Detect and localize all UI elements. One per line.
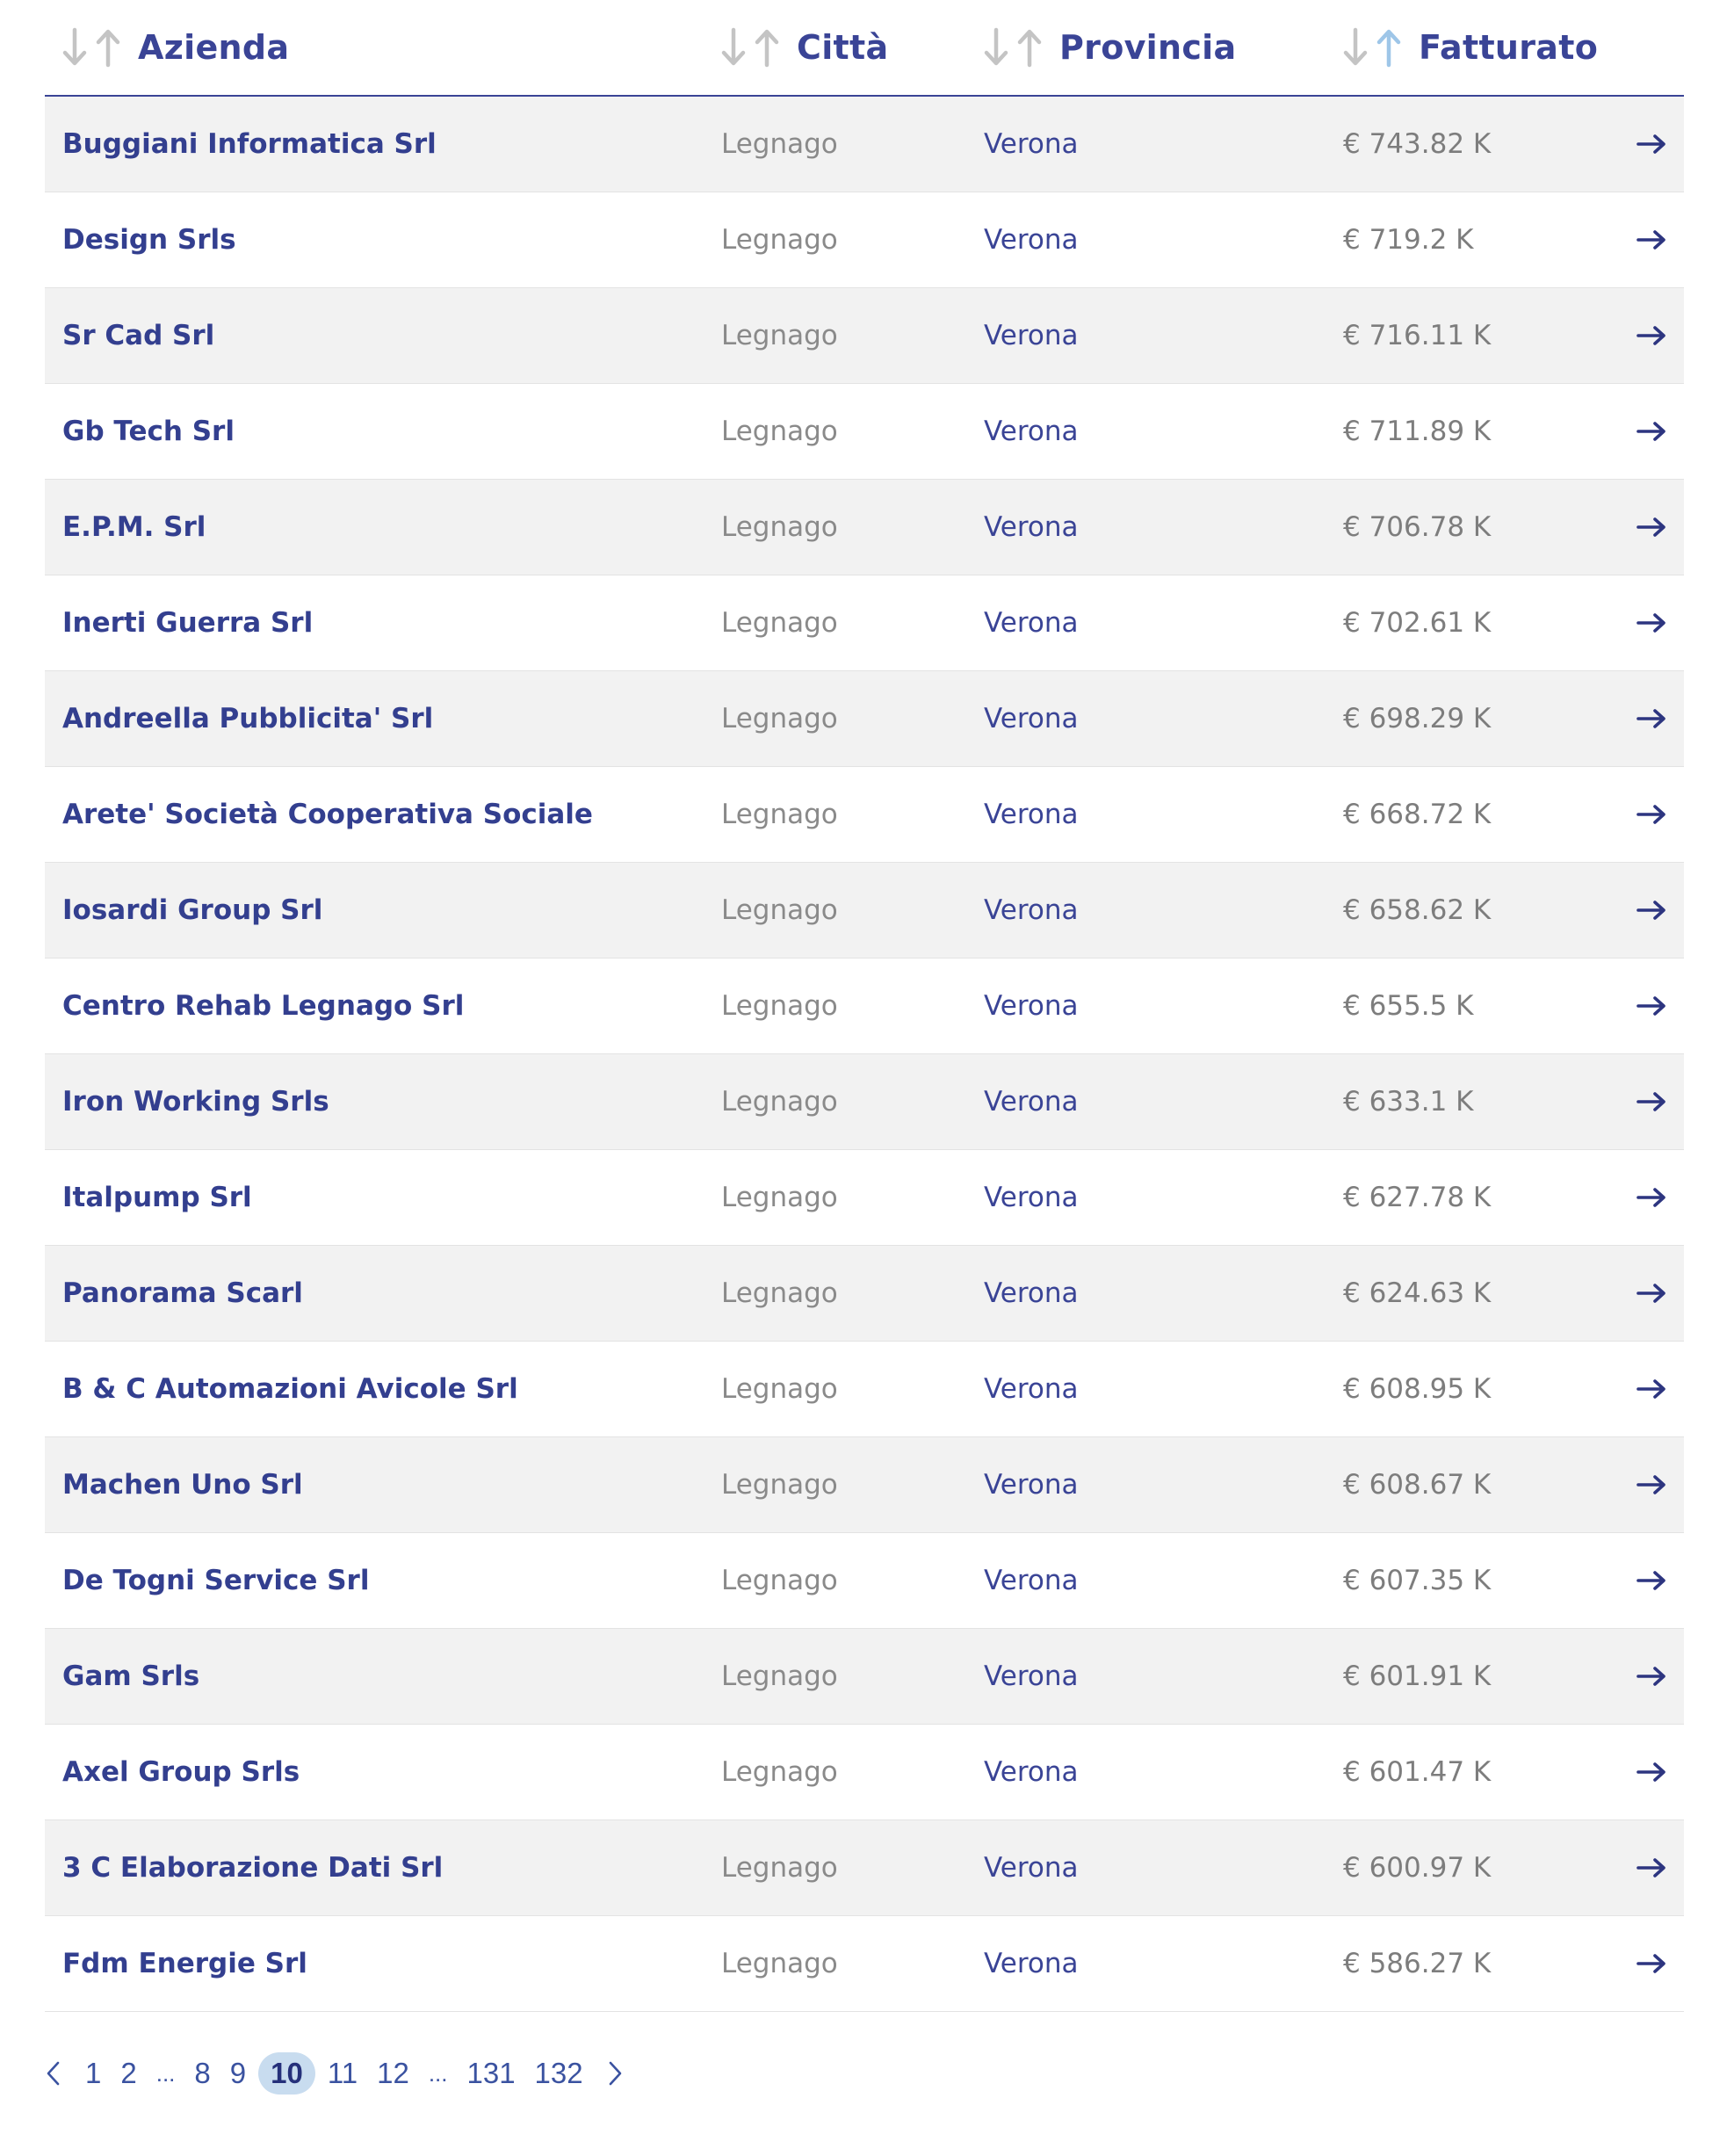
revenue-cell: € 608.95 K: [1343, 1373, 1492, 1405]
province-cell: Verona: [984, 416, 1079, 447]
sort-ascending-icon-active[interactable]: [1376, 27, 1401, 68]
table-row[interactable]: [45, 767, 1684, 863]
arrow-right-icon[interactable]: [1636, 1725, 1666, 1820]
city-cell: Legnago: [721, 1660, 838, 1692]
city-cell: Legnago: [721, 1469, 838, 1501]
table-row[interactable]: [45, 1246, 1684, 1342]
city-cell: Legnago: [721, 320, 838, 351]
company-name-link[interactable]: Buggiani Informatica Srl: [62, 128, 437, 160]
table-header: [45, 0, 1684, 97]
table-row[interactable]: [45, 1725, 1684, 1820]
arrow-right-icon[interactable]: [1636, 1629, 1666, 1724]
arrow-right-icon[interactable]: [1636, 575, 1666, 670]
table-row[interactable]: [45, 480, 1684, 575]
revenue-cell: € 711.89 K: [1343, 416, 1492, 447]
revenue-cell: € 624.63 K: [1343, 1277, 1492, 1309]
province-cell: Verona: [984, 1948, 1079, 1979]
page-ellipsis: ...: [428, 2059, 448, 2087]
revenue-cell: € 633.1 K: [1343, 1086, 1474, 1118]
sort-controls: [1343, 27, 1401, 68]
column-header-azienda: [62, 0, 289, 95]
province-cell: Verona: [984, 1373, 1079, 1405]
revenue-cell: € 698.29 K: [1343, 703, 1492, 734]
page-link[interactable]: 9: [229, 2057, 247, 2089]
city-cell: Legnago: [721, 1373, 838, 1405]
province-cell: Verona: [984, 1469, 1079, 1501]
page-link[interactable]: 12: [377, 2057, 409, 2089]
sort-controls: [721, 27, 779, 68]
arrow-right-icon[interactable]: [1636, 1916, 1666, 2011]
company-name-link[interactable]: Arete' Società Cooperativa Sociale: [62, 799, 593, 830]
sort-descending-icon[interactable]: [62, 27, 87, 68]
table-row[interactable]: [45, 192, 1684, 288]
province-cell: Verona: [984, 990, 1079, 1022]
table-row[interactable]: [45, 671, 1684, 767]
city-cell: Legnago: [721, 607, 838, 639]
table-row[interactable]: [45, 384, 1684, 480]
revenue-cell: € 658.62 K: [1343, 894, 1492, 926]
column-label[interactable]: Fatturato: [1419, 28, 1599, 67]
page-ellipsis: ...: [155, 2059, 176, 2087]
revenue-cell: € 600.97 K: [1343, 1852, 1492, 1884]
arrow-right-icon[interactable]: [1636, 1533, 1666, 1628]
arrow-right-icon[interactable]: [1636, 192, 1666, 287]
arrow-right-icon[interactable]: [1636, 959, 1666, 1053]
column-label[interactable]: Città: [797, 28, 889, 67]
arrow-right-icon[interactable]: [1636, 1820, 1666, 1915]
table-row[interactable]: [45, 1820, 1684, 1916]
arrow-right-icon[interactable]: [1636, 384, 1666, 479]
arrow-right-icon[interactable]: [1636, 97, 1666, 192]
company-name-link[interactable]: Machen Uno Srl: [62, 1469, 303, 1501]
page-link[interactable]: 132: [534, 2057, 583, 2089]
table-row[interactable]: [45, 1342, 1684, 1437]
city-cell: Legnago: [721, 894, 838, 926]
column-header-fatturato: [1343, 0, 1598, 95]
province-cell: Verona: [984, 128, 1079, 160]
company-name-link[interactable]: Panorama Scarl: [62, 1277, 303, 1309]
company-name-link[interactable]: Centro Rehab Legnago Srl: [62, 990, 465, 1022]
province-cell: Verona: [984, 1756, 1079, 1788]
city-cell: Legnago: [721, 799, 838, 830]
province-cell: Verona: [984, 224, 1079, 256]
company-name-link[interactable]: B & C Automazioni Avicole Srl: [62, 1373, 518, 1405]
sort-descending-icon[interactable]: [721, 27, 746, 68]
table-row[interactable]: [45, 1054, 1684, 1150]
revenue-cell: € 627.78 K: [1343, 1182, 1492, 1213]
table-row[interactable]: [45, 1629, 1684, 1725]
company-name-link[interactable]: E.P.M. Srl: [62, 511, 206, 543]
column-label[interactable]: Provincia: [1059, 28, 1237, 67]
city-cell: Legnago: [721, 511, 838, 543]
page-current[interactable]: 10: [258, 2052, 315, 2095]
arrow-right-icon[interactable]: [1636, 863, 1666, 958]
sort-ascending-icon[interactable]: [755, 27, 779, 68]
revenue-cell: € 608.67 K: [1343, 1469, 1492, 1501]
province-cell: Verona: [984, 1565, 1079, 1596]
table-row[interactable]: [45, 1437, 1684, 1533]
table-body: [45, 97, 1684, 2012]
province-cell: Verona: [984, 1852, 1079, 1884]
page-list: [85, 2052, 603, 2095]
city-cell: Legnago: [721, 416, 838, 447]
city-cell: Legnago: [721, 1756, 838, 1788]
company-name-link[interactable]: Italpump Srl: [62, 1182, 252, 1213]
arrow-right-icon[interactable]: [1636, 480, 1666, 575]
table-row[interactable]: [45, 959, 1684, 1054]
revenue-cell: € 706.78 K: [1343, 511, 1492, 543]
province-cell: Verona: [984, 320, 1079, 351]
sort-ascending-icon[interactable]: [1017, 27, 1042, 68]
chevron-right-icon[interactable]: [608, 2052, 624, 2095]
company-name-link[interactable]: Inerti Guerra Srl: [62, 607, 314, 639]
city-cell: Legnago: [721, 1086, 838, 1118]
city-cell: Legnago: [721, 1182, 838, 1213]
company-name-link[interactable]: De Togni Service Srl: [62, 1565, 370, 1596]
table-row[interactable]: [45, 1533, 1684, 1629]
revenue-cell: € 719.2 K: [1343, 224, 1474, 256]
page-link[interactable]: 8: [194, 2057, 211, 2089]
table-row[interactable]: [45, 1916, 1684, 2012]
pagination: [45, 2052, 648, 2095]
sort-descending-icon[interactable]: [1343, 27, 1368, 68]
table-row[interactable]: [45, 575, 1684, 671]
city-cell: Legnago: [721, 1852, 838, 1884]
company-name-link[interactable]: Sr Cad Srl: [62, 320, 215, 351]
column-header-citta: [721, 0, 888, 95]
province-cell: Verona: [984, 799, 1079, 830]
city-cell: Legnago: [721, 1565, 838, 1596]
city-cell: Legnago: [721, 1948, 838, 1979]
province-cell: Verona: [984, 511, 1079, 543]
sort-ascending-icon[interactable]: [96, 27, 120, 68]
company-name-link[interactable]: Axel Group Srls: [62, 1756, 300, 1788]
arrow-right-icon[interactable]: [1636, 1150, 1666, 1245]
arrow-right-icon[interactable]: [1636, 671, 1666, 766]
province-cell: Verona: [984, 1277, 1079, 1309]
city-cell: Legnago: [721, 224, 838, 256]
revenue-cell: € 743.82 K: [1343, 128, 1492, 160]
company-name-link[interactable]: Iron Working Srls: [62, 1086, 329, 1118]
company-name-link[interactable]: Gam Srls: [62, 1660, 200, 1692]
table-row[interactable]: [45, 97, 1684, 192]
arrow-right-icon[interactable]: [1636, 767, 1666, 862]
company-name-link[interactable]: 3 C Elaborazione Dati Srl: [62, 1852, 444, 1884]
arrow-right-icon[interactable]: [1636, 1437, 1666, 1532]
column-label[interactable]: Azienda: [138, 28, 290, 67]
company-name-link[interactable]: Design Srls: [62, 224, 236, 256]
province-cell: Verona: [984, 1660, 1079, 1692]
revenue-cell: € 601.91 K: [1343, 1660, 1492, 1692]
page-link[interactable]: 2: [120, 2057, 137, 2089]
revenue-cell: € 586.27 K: [1343, 1948, 1492, 1979]
city-cell: Legnago: [721, 703, 838, 734]
arrow-right-icon[interactable]: [1636, 1054, 1666, 1149]
sort-controls: [62, 27, 120, 68]
revenue-cell: € 668.72 K: [1343, 799, 1492, 830]
sort-descending-icon[interactable]: [984, 27, 1008, 68]
companies-table: [45, 0, 1684, 2012]
arrow-right-icon[interactable]: [1636, 288, 1666, 383]
company-name-link[interactable]: Gb Tech Srl: [62, 416, 235, 447]
arrow-right-icon[interactable]: [1636, 1342, 1666, 1436]
table-row[interactable]: [45, 863, 1684, 959]
company-name-link[interactable]: Iosardi Group Srl: [62, 894, 323, 926]
page-link[interactable]: 1: [85, 2057, 102, 2089]
chevron-left-icon[interactable]: [45, 2052, 61, 2095]
province-cell: Verona: [984, 1182, 1079, 1213]
revenue-cell: € 716.11 K: [1343, 320, 1492, 351]
city-cell: Legnago: [721, 990, 838, 1022]
arrow-right-icon[interactable]: [1636, 1246, 1666, 1341]
table-row[interactable]: [45, 288, 1684, 384]
province-cell: Verona: [984, 607, 1079, 639]
province-cell: Verona: [984, 1086, 1079, 1118]
page-link[interactable]: 131: [466, 2057, 516, 2089]
revenue-cell: € 655.5 K: [1343, 990, 1474, 1022]
revenue-cell: € 702.61 K: [1343, 607, 1492, 639]
city-cell: Legnago: [721, 1277, 838, 1309]
city-cell: Legnago: [721, 128, 838, 160]
table-row[interactable]: [45, 1150, 1684, 1246]
column-header-provincia: [984, 0, 1236, 95]
province-cell: Verona: [984, 703, 1079, 734]
revenue-cell: € 607.35 K: [1343, 1565, 1492, 1596]
province-cell: Verona: [984, 894, 1079, 926]
page-link[interactable]: 11: [327, 2057, 358, 2089]
sort-controls: [984, 27, 1042, 68]
revenue-cell: € 601.47 K: [1343, 1756, 1492, 1788]
company-name-link[interactable]: Fdm Energie Srl: [62, 1948, 307, 1979]
company-name-link[interactable]: Andreella Pubblicita' Srl: [62, 703, 434, 734]
